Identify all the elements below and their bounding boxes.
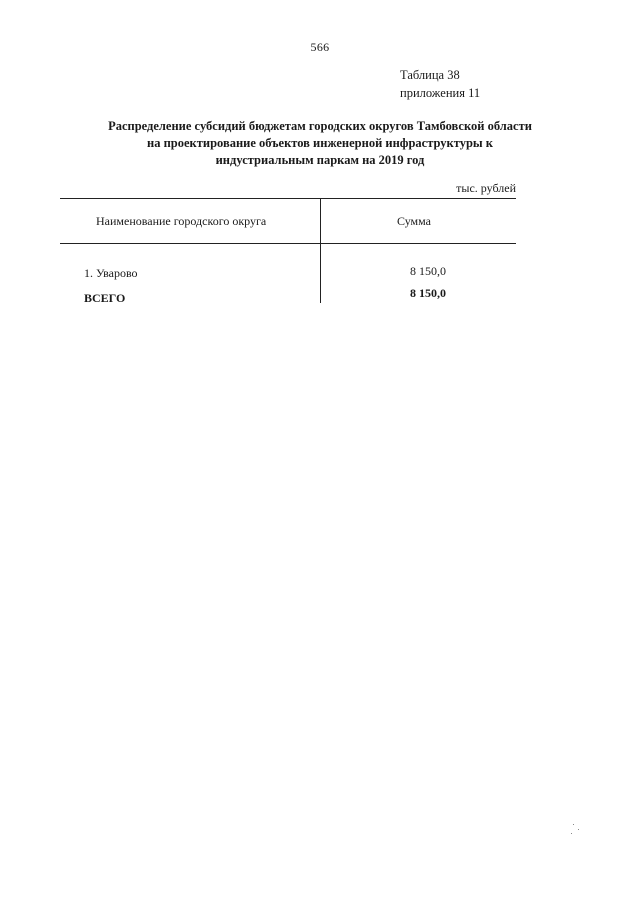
table-column-divider — [320, 198, 321, 303]
table-top-border — [60, 198, 516, 199]
scan-specks — [569, 824, 583, 836]
units-label: тыс. рублей — [456, 181, 516, 195]
row-district-name: 1. Уварово — [84, 266, 138, 280]
column-header-amount: Сумма — [397, 214, 431, 228]
total-label: ВСЕГО — [84, 291, 126, 305]
row-amount: 8 150,0 — [410, 264, 446, 278]
table-header-border — [60, 243, 516, 244]
document-title-line-2: на проектирование объектов инженерной инфраструктуры к — [147, 136, 493, 150]
table-reference — [400, 66, 480, 102]
column-header-district: Наименование городского округа — [96, 214, 267, 228]
page-number: 566 — [310, 40, 330, 54]
table-reference-number: Таблица 38 — [400, 68, 460, 82]
document-title — [40, 118, 600, 169]
document-title-line-1: Распределение субсидий бюджетам городских округов Тамбовской области — [108, 119, 532, 133]
document-title-line-3: индустриальным паркам на 2019 год — [215, 153, 425, 167]
total-amount: 8 150,0 — [410, 286, 446, 300]
table-reference-appendix: приложения 11 — [400, 86, 481, 100]
